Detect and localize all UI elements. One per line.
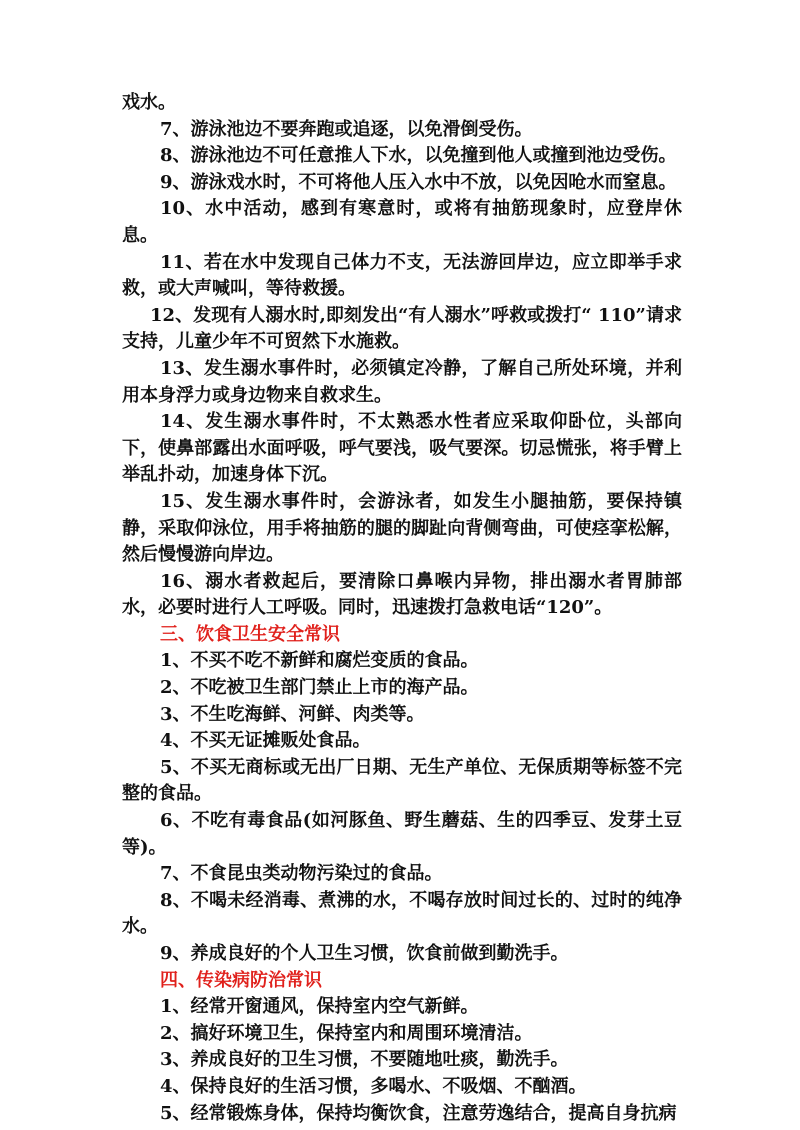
food-rule-6: 6、不吃有毒食品(如河豚鱼、野生蘑菇、生的四季豆、发芽土豆等)。 xyxy=(122,810,682,858)
food-rule-7: 7、不食昆虫类动物污染过的食品。 xyxy=(160,863,443,885)
food-rule-1: 1、不买不吃不新鲜和腐烂变质的食品。 xyxy=(160,650,479,672)
paragraph-continued: 戏水。 xyxy=(122,92,176,113)
swim-rule-8: 8、游泳池边不可任意推人下水，以免撞到他人或撞到池边受伤。 xyxy=(160,145,677,167)
swim-rule-13: 13、发生溺水事件时，必须镇定冷静，了解自己所处环境，并利用本身浮力或身边物来自救求生。 xyxy=(122,357,682,406)
section-heading-food-safety: 三、饮食卫生安全常识 xyxy=(160,623,340,645)
swim-rule-9: 9、游泳戏水时，不可将他人压入水中不放，以免因呛水而窒息。 xyxy=(160,171,677,193)
food-rule-9: 9、养成良好的个人卫生习惯，饮食前做到勤洗手。 xyxy=(160,943,569,964)
food-rule-5: 5、不买无商标或无出厂日期、无生产单位、无保质期等标签不完整的食品。 xyxy=(122,756,682,805)
food-rule-2: 2、不吃被卫生部门禁止上市的海产品。 xyxy=(160,677,479,699)
section-heading-disease-prevention: 四、传染病防治常识 xyxy=(160,969,322,991)
food-rule-4: 4、不买无证摊贩处食品。 xyxy=(160,730,371,752)
disease-rule-3: 3、养成良好的卫生习惯，不要随地吐痰，勤洗手。 xyxy=(160,1049,569,1071)
food-rule-3: 3、不生吃海鲜、河鲜、肉类等。 xyxy=(160,703,425,725)
food-rule-8: 8、不喝未经消毒、煮沸的水，不喝存放时间过长的、过时的纯净水。 xyxy=(122,889,682,938)
disease-rule-5: 5、经常锻炼身体，保持均衡饮食，注意劳逸结合，提高自身抗病 xyxy=(160,1102,677,1124)
swim-rule-7: 7、游泳池边不要奔跑或追逐，以免滑倒受伤。 xyxy=(160,118,533,140)
disease-rule-4: 4、保持良好的生活习惯，多喝水、不吸烟、不酗酒。 xyxy=(160,1075,587,1097)
swim-rule-16: 16、溺水者救起后，要清除口鼻喉内异物，排出溺水者胃肺部水，必要时进行人工呼吸。同时，迅速拨打急救电话“120”。 xyxy=(122,570,682,619)
swim-rule-14: 14、发生溺水事件时，不太熟悉水性者应采取仰卧位，头部向下，使鼻部露出水面呼吸，呼气要浅，吸气要深。切忌慌张，将手臂上举乱扑动，加速身体下沉。 xyxy=(122,411,682,486)
swim-rule-15: 15、发生溺水事件时，会游泳者，如发生小腿抽筋，要保持镇静，采取仰泳位，用手将抽筋的腿的脚趾向背侧弯曲，可使痉挛松解，然后慢慢游向岸边。 xyxy=(122,490,682,566)
swim-rule-12: 12、发现有人溺水时,即刻发出“有人溺水”呼救或拨打“ 110”请求支持，儿童少年不可贸然下水施救。 xyxy=(122,304,682,353)
disease-rule-2: 2、搞好环境卫生，保持室内和周围环境清洁。 xyxy=(160,1022,533,1044)
swim-rule-11: 11、若在水中发现自己体力不支，无法游回岸边，应立即举手求救，或大声喊叫，等待救援。 xyxy=(122,251,682,300)
disease-rule-1: 1、经常开窗通风，保持室内空气新鲜。 xyxy=(160,996,479,1018)
swim-rule-10: 10、水中活动，感到有寒意时，或将有抽筋现象时，应登岸休息。 xyxy=(122,198,682,246)
document-page xyxy=(122,90,682,1127)
